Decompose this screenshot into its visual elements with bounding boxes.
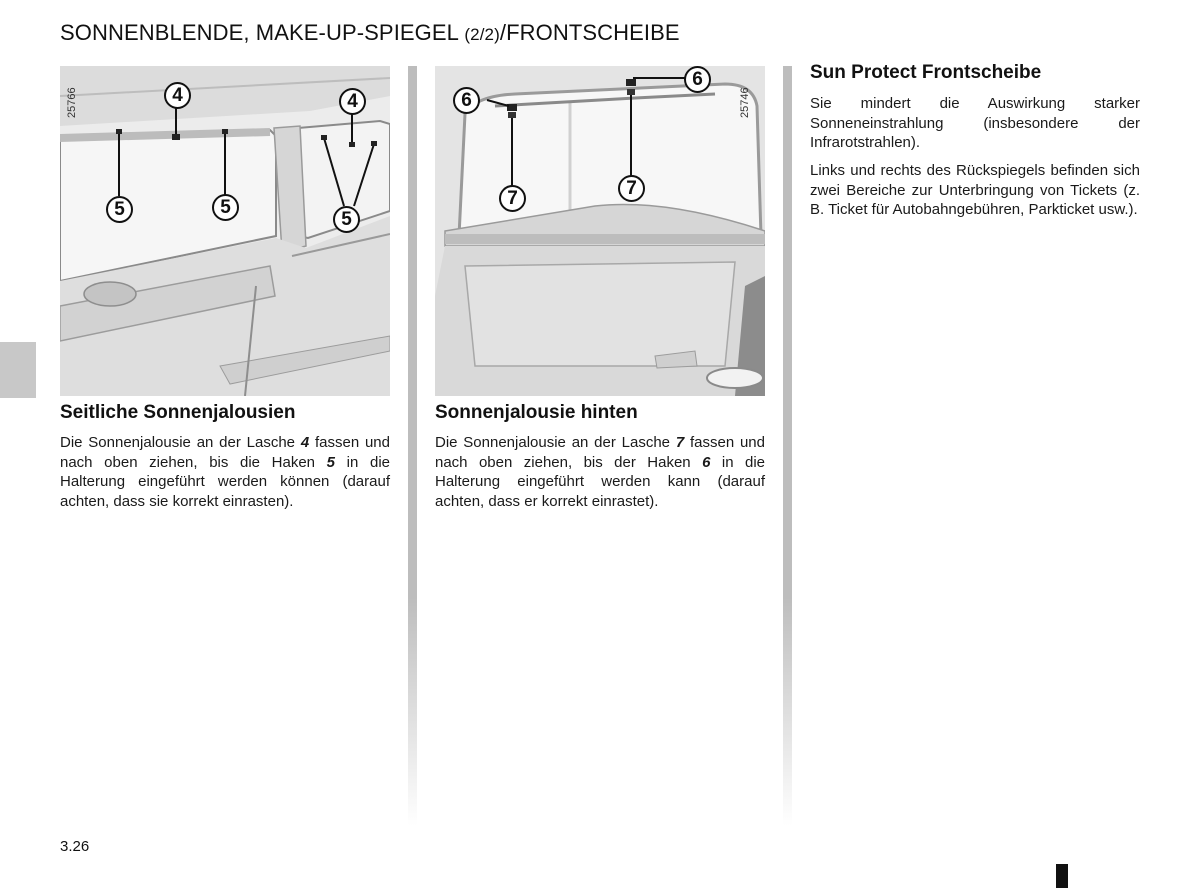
callout-hook-6-left: 6 [453, 87, 480, 114]
paragraph-sun-protect-1: Sie mindert die Auswirkung starker Sonneneinstrahlung (insbesondere der Infrarotstrahlen). [810, 95, 1140, 151]
figure-code: 25746 [739, 87, 751, 118]
paragraph-rear-sunblind: Die Sonnenjalousie an der Lasche 7 fassen und nach oben ziehen, bis der Haken 6 in die Halterung eingeführt werden kann (darauf achten, dass er korrekt einrastet). [435, 434, 765, 510]
heading-sun-protect: Sun Protect Frontscheibe [810, 62, 1042, 83]
ref-hook-6: 6 [702, 453, 711, 471]
callout-hook-5-front-left: 5 [106, 196, 133, 223]
rear-window-illustration [435, 66, 765, 396]
paragraph-side-sunblinds: Die Sonnenjalousie an der Lasche 4 fassen und nach oben ziehen, bis die Haken 5 in die Halterung eingeführt werden können (darauf achten, dass sie korrekt einrasten). [60, 434, 390, 510]
column-divider-right [783, 66, 792, 826]
column-divider-left [408, 66, 417, 826]
callout-hook-6-right: 6 [684, 66, 711, 93]
figure-side-sunblinds [60, 66, 390, 396]
callout-tab-7-left: 7 [499, 185, 526, 212]
chapter-tab [0, 342, 36, 398]
paragraph-sun-protect-2: Links und rechts des Rückspiegels befinden sich zwei Bereiche zur Unterbringung von Tickets (z. B. Ticket für Autobahngebühren, Parkticket usw.). [810, 162, 1140, 218]
ref-tab-7: 7 [675, 434, 685, 451]
ref-hook-5: 5 [326, 453, 336, 471]
callout-hook-5-front-right: 5 [212, 194, 239, 221]
figure-rear-sunblind [435, 66, 765, 396]
figure-code: 25766 [66, 87, 78, 118]
corner-mark [1056, 864, 1068, 888]
page-number: 3.26 [60, 838, 90, 855]
heading-side-sunblinds: Seitliche Sonnenjalousien [60, 402, 296, 423]
page-title: SONNENBLENDE, MAKE-UP-SPIEGEL (2/2)/FRONTSCHEIBE [60, 20, 680, 45]
ref-tab-4: 4 [300, 434, 310, 451]
title-part-indicator: (2/2) [464, 25, 500, 44]
callout-tab-4-front: 4 [164, 82, 191, 109]
callout-tab-4-rear: 4 [339, 88, 366, 115]
callout-tab-7-right: 7 [618, 175, 645, 202]
callout-hook-5-rear: 5 [333, 206, 360, 233]
heading-rear-sunblind: Sonnenjalousie hinten [435, 402, 638, 423]
